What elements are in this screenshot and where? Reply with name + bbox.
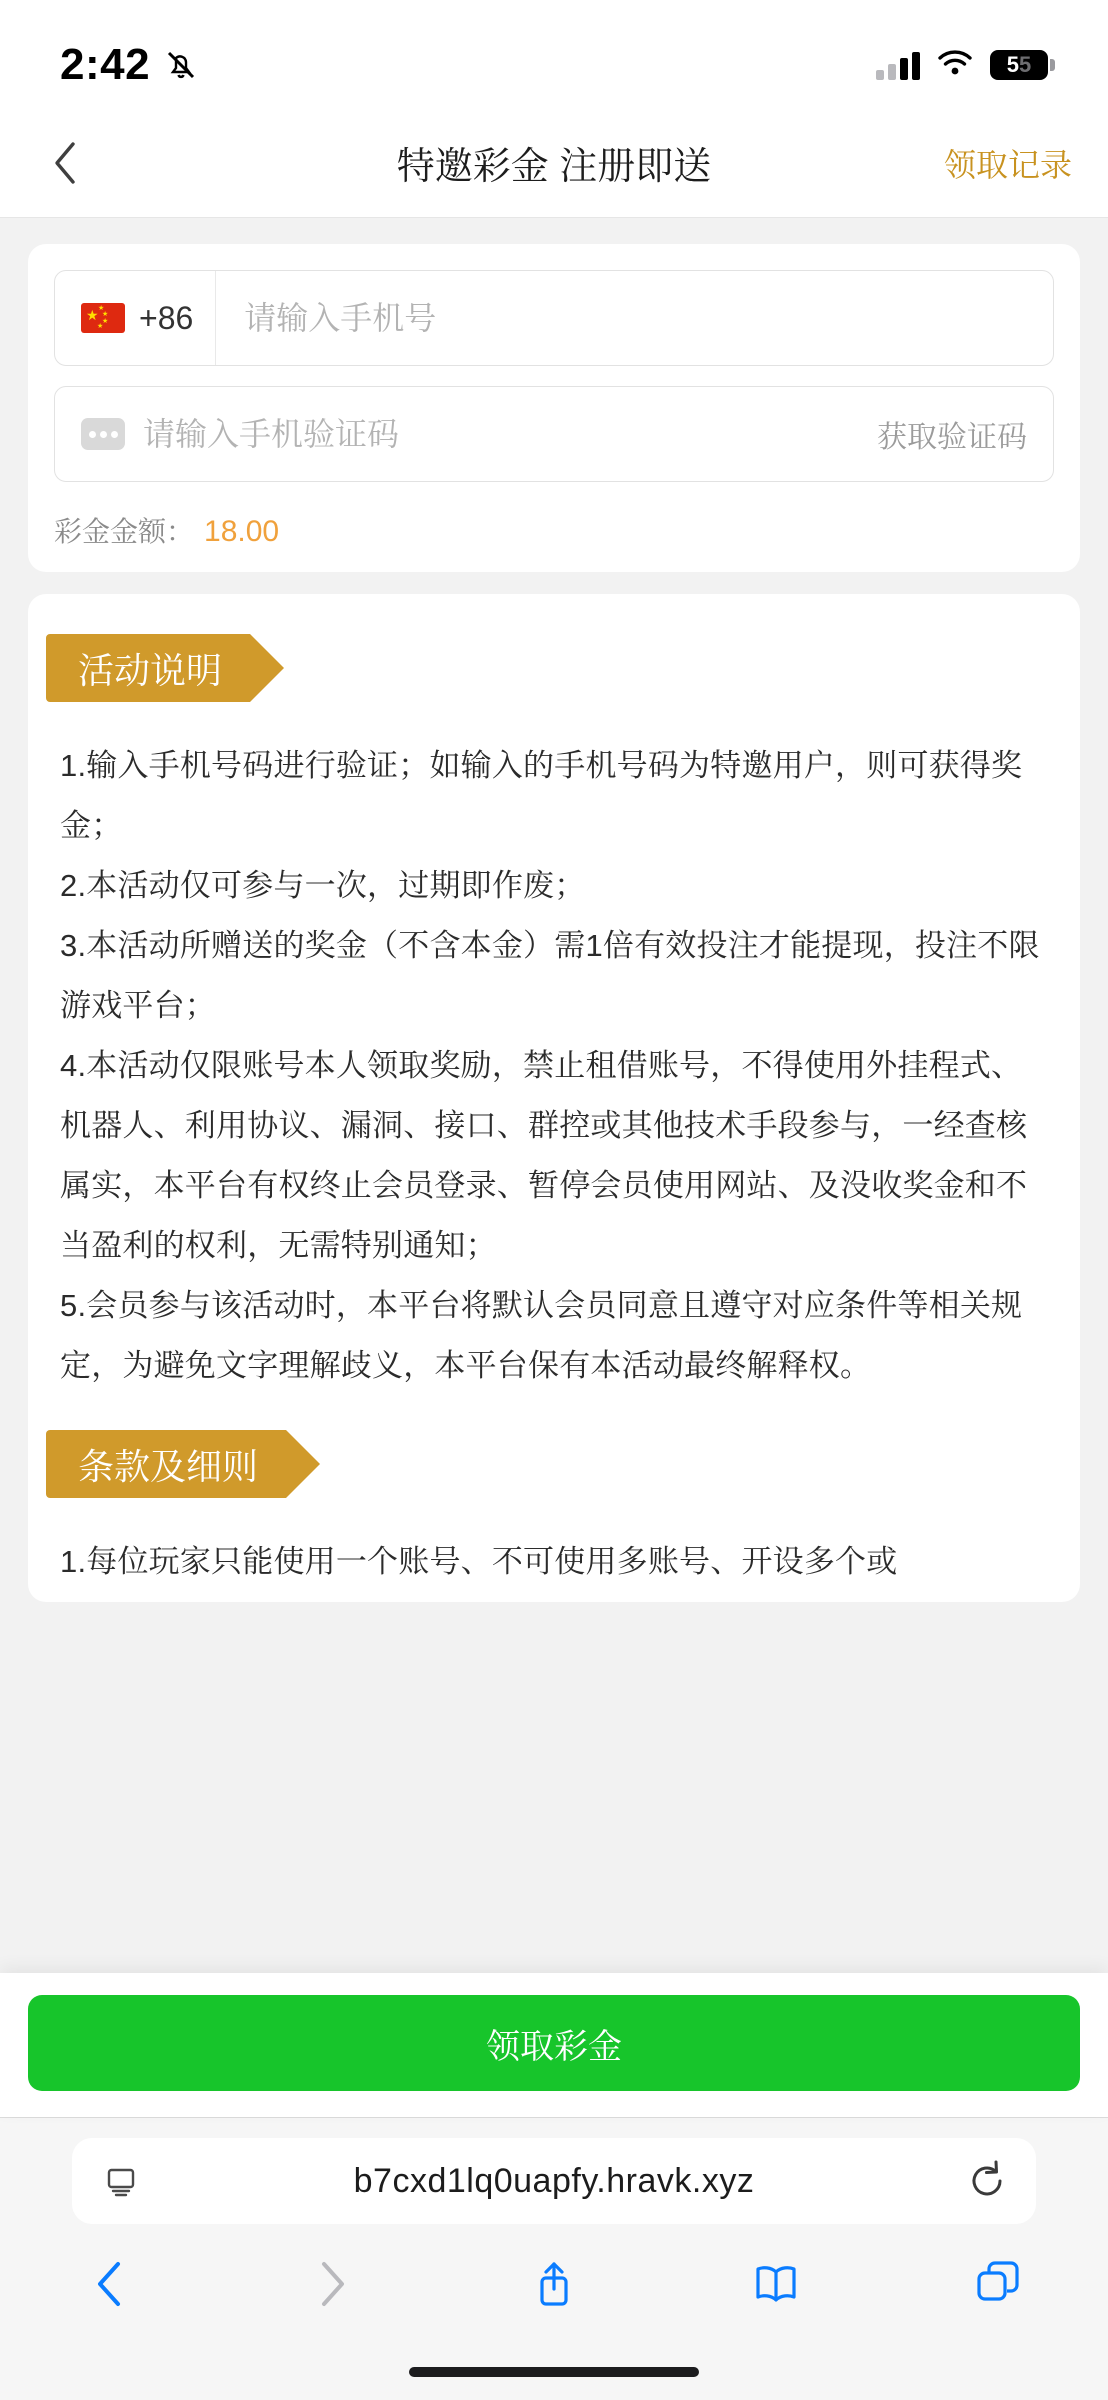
url-bar[interactable] <box>72 2138 1036 2224</box>
tabs-icon[interactable] <box>954 2246 1042 2322</box>
phone-field-row[interactable] <box>54 270 1054 366</box>
home-indicator-area <box>0 2344 1108 2400</box>
url-text[interactable]: b7cxd1lq0uapfy.hravk.xyz <box>353 2161 755 2200</box>
status-bar-right <box>876 49 1048 82</box>
country-code-label: +86 <box>139 299 194 336</box>
activity-line-2: 2.本活动仅可参与一次，过期即作废； <box>60 868 586 903</box>
phone-input[interactable] <box>216 300 1053 337</box>
section-body-activity <box>28 702 1080 1396</box>
activity-line-4: 4.本活动仅限账号本人领取奖励，禁止租借账号，不得使用外挂程式、机器人、利用协议、漏洞、接口、群控或其他技术手段参与，一经查核属实，本平台有权终止会员登录、暂停会员使用网站、及没收奖金和不当盈利的权利，无需特别通知； <box>60 1048 1028 1263</box>
status-bar <box>0 0 1108 108</box>
dots-keypad-icon <box>81 418 125 450</box>
section-title-terms: 条款及细则 <box>46 1430 286 1498</box>
get-code-button[interactable]: 获取验证码 <box>877 421 1027 454</box>
section-body-terms <box>28 1498 1080 1592</box>
section-title-activity: 活动说明 <box>46 634 250 702</box>
wifi-icon <box>936 49 974 82</box>
records-link[interactable]: 领取记录 <box>943 146 1072 183</box>
bookmarks-book-icon[interactable] <box>732 2246 820 2322</box>
back-button[interactable] <box>36 133 96 193</box>
browser-back-button[interactable] <box>66 2246 154 2322</box>
country-code-selector[interactable] <box>55 271 216 365</box>
page-title: 特邀彩金 注册即送 <box>396 146 712 188</box>
bonus-amount-label: 彩金金额： <box>54 516 195 547</box>
activity-info-card <box>28 594 1080 1602</box>
url-bar-row <box>0 2138 1108 2224</box>
battery-level: 5 <box>1006 52 1019 77</box>
bonus-amount-value: 18.00 <box>204 515 280 548</box>
page-settings-aa-icon[interactable] <box>98 2158 144 2204</box>
bonus-amount-row <box>54 510 1054 550</box>
verification-code-input[interactable] <box>125 416 877 453</box>
activity-line-3: 3.本活动所赠送的奖金（不含本金）需1倍有效投注才能提现，投注不限游戏平台； <box>60 928 1040 1023</box>
claim-bonus-button[interactable]: 领取彩金 <box>28 1995 1080 2091</box>
home-indicator[interactable] <box>409 2367 699 2377</box>
activity-line-5: 5.会员参与该活动时，本平台将默认会员同意且遵守对应条件等相关规定，为避免文字理解歧义，本平台保有本活动最终解释权。 <box>60 1288 1023 1383</box>
section-divider <box>28 1396 1080 1430</box>
bell-slash-icon <box>164 47 198 83</box>
page-content <box>0 218 1108 1973</box>
browser-toolbar <box>0 2224 1108 2344</box>
activity-line-1: 1.输入手机号码进行验证；如输入的手机号码为特邀用户，则可获得奖金； <box>60 748 1023 843</box>
china-flag-icon: ★ ★ ★ ★ ★ <box>81 303 125 333</box>
share-icon[interactable] <box>510 2246 598 2322</box>
battery-level-dim: 5 <box>1019 52 1032 77</box>
verification-field-row[interactable] <box>54 386 1054 482</box>
browser-forward-button <box>288 2246 376 2322</box>
battery-icon <box>990 50 1048 80</box>
cta-container <box>0 1973 1108 2117</box>
terms-line-1: 1.每位玩家只能使用一个账号、不可使用多账号、开设多个或 <box>60 1544 898 1579</box>
status-bar-left <box>60 40 198 90</box>
browser-chrome <box>0 2117 1108 2400</box>
page-header <box>0 108 1108 218</box>
claim-form-card <box>28 244 1080 572</box>
cellular-signal-icon <box>876 50 920 80</box>
status-clock: 2:42 <box>60 40 151 89</box>
reload-icon[interactable] <box>964 2158 1010 2204</box>
